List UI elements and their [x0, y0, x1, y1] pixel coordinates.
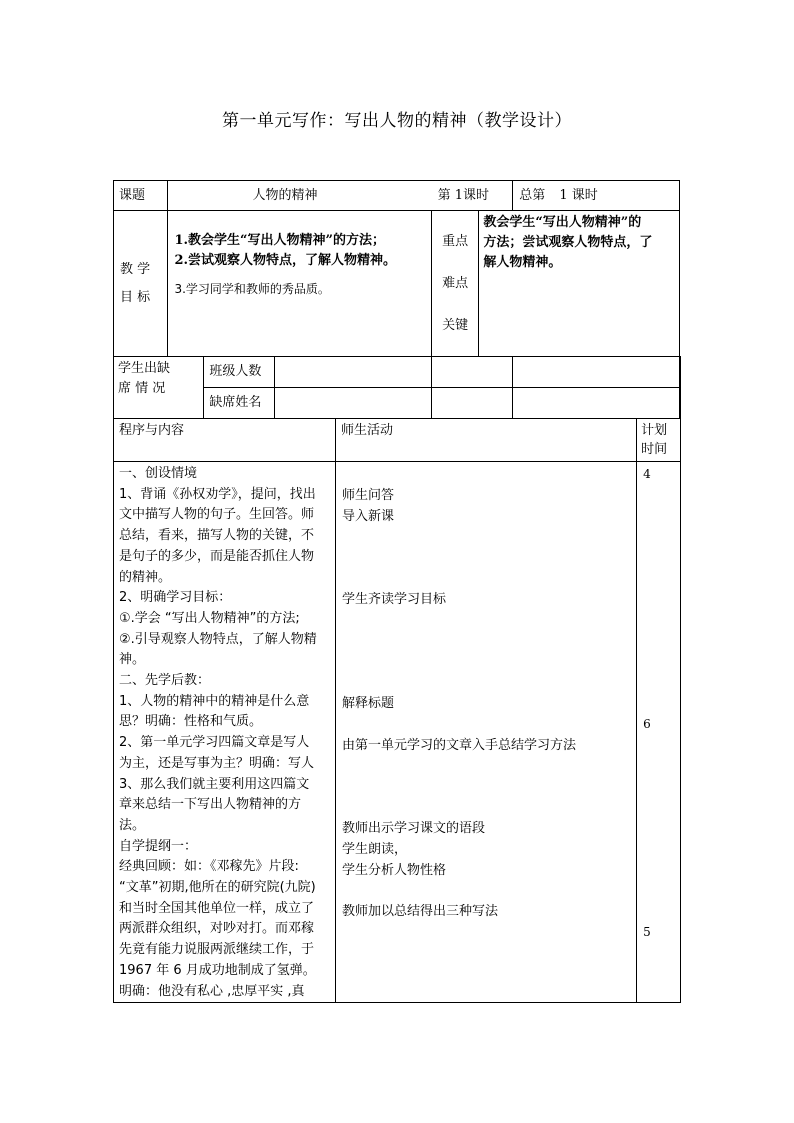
total-value: 1 课时: [559, 187, 598, 203]
objectives-content: [168, 211, 431, 357]
procedure-line: 1、背诵《孙权劝学》，提问，找出: [119, 486, 316, 502]
time-header-line2: 时间: [641, 442, 668, 457]
procedure-line: 章来总结一下写出人物精神的方: [119, 797, 302, 813]
procedure-content: [114, 462, 336, 1003]
key-text-line: 方法；尝试观察人物特点，了: [483, 235, 653, 250]
lesson-info-table: [113, 180, 681, 419]
procedure-line: 是句子的多少，而是能否抓住人物: [119, 548, 315, 564]
procedure-line: 先竟有能力说服两派继续工作，于: [119, 942, 315, 958]
objectives-label-line2: 目 标: [120, 289, 151, 305]
key-label-difficulty: 难点: [442, 275, 469, 291]
procedure-line: ②.引导观察人物特点，了解人物精: [119, 631, 317, 647]
procedure-line: 3、那么我们就主要利用这四篇文: [119, 776, 310, 792]
activity-content: [335, 462, 636, 1003]
attendance-label-line2: 席 情 况: [118, 381, 166, 396]
objectives-label: [114, 211, 168, 357]
session-value: 第 1课时: [437, 187, 490, 203]
class-count-cell: [275, 357, 432, 388]
time-header: [637, 419, 681, 462]
procedure-line: 一、创设情境: [119, 466, 198, 481]
procedure-line: 文中描写人物的句子。生回答。师: [119, 507, 315, 523]
topic-label: 课题: [114, 181, 168, 211]
key-label-emphasis: 重点: [442, 233, 469, 249]
procedure-line: 和当时全国其他单位一样，成立了: [119, 900, 315, 916]
procedure-line: 总结，看来，描写人物的关键，不: [119, 528, 315, 544]
procedure-line: 二、先学后教：: [119, 673, 211, 689]
key-points-label: [431, 211, 478, 357]
activity-header: 师生活动: [335, 419, 636, 462]
activity-text: 师生问答: [341, 488, 394, 503]
procedure-lines: [119, 464, 331, 1002]
time-header-line1: 计划: [641, 423, 668, 438]
attendance-label-line1: 学生出缺: [118, 361, 171, 376]
time-value: 6: [643, 717, 651, 731]
key-points-content: [479, 211, 680, 357]
procedure-line: ①.学会 “写出人物精神”的方法;: [119, 610, 300, 626]
blank-cell: [513, 388, 680, 419]
key-text-line: 解人物精神。: [483, 255, 562, 270]
procedure-line: 1、人物的精神中的精神是什么意: [119, 693, 310, 709]
time-value: 4: [643, 467, 651, 481]
time-value: 5: [643, 925, 651, 939]
procedure-line: 的精神。: [119, 569, 172, 585]
goal-2: 2.尝试观察人物特点，了解人物精神。: [174, 253, 397, 268]
procedure-line: 神。: [119, 652, 146, 668]
time-content: [637, 462, 681, 1003]
goal-1: 1.教会学生“写出人物精神”的方法；: [174, 233, 385, 248]
procedure-line: 1967 年 6 月成功地制成了氢弹。: [119, 962, 316, 978]
procedure-line: 2、第一单元学习四篇文章是写人: [119, 735, 310, 751]
procedure-line: 为主，还是写事为主？明确：写人: [119, 755, 315, 771]
topic-cell: [168, 181, 513, 211]
total-cell: [513, 181, 680, 211]
procedure-header: 程序与内容: [114, 419, 336, 462]
procedure-line: 经典回顾：如：《邓稼先》片段:: [119, 859, 299, 875]
absent-names-cell: [275, 388, 432, 419]
activity-text: 教师出示学习课文的语段: [341, 821, 485, 836]
activity-text: 导入新课: [341, 509, 394, 524]
procedure-line: 自学提纲一：: [119, 838, 198, 854]
key-text-line: 教会学生“写出人物精神”的: [483, 215, 642, 230]
activity-text: 学生齐读学习目标: [341, 592, 446, 607]
activity-text: 教师加以总结得出三种写法: [341, 904, 498, 919]
lesson-plan-table: [113, 418, 681, 1003]
key-label-key: 关键: [442, 317, 469, 333]
blank-cell: [680, 357, 681, 388]
procedure-line: 思？明确：性格和气质。: [119, 714, 263, 730]
activity-text: 学生朗读，: [341, 842, 407, 857]
attendance-label: [114, 357, 204, 419]
page-title: 第一单元写作：写出人物的精神（教学设计）: [222, 111, 572, 131]
procedure-line: “文革”初期,他所在的研究院(九院): [119, 880, 316, 896]
procedure-line: 2、明确学习目标：: [119, 590, 232, 606]
procedure-line: 两派群众组织，对吵对打。而邓稼: [119, 921, 315, 937]
blank-cell: [513, 357, 680, 388]
total-label: 总第: [519, 187, 546, 203]
class-count-label: 班级人数: [204, 357, 275, 388]
blank-cell: [431, 388, 512, 419]
activity-text: 解释标题: [341, 696, 394, 711]
procedure-line: 法。: [119, 817, 146, 833]
activity-text: 由第一单元学习的文章入手总结学习方法: [341, 738, 576, 753]
blank-cell: [680, 388, 681, 419]
procedure-line: 明确：他没有私心 ,忠厚平实 ,真: [119, 983, 305, 999]
goal-3: 3.学习同学和教师的秀品质。: [174, 282, 330, 296]
absent-names-label: 缺席姓名: [204, 388, 275, 419]
topic-value: 人物的精神: [252, 187, 318, 203]
blank-cell: [431, 357, 512, 388]
objectives-label-line1: 教 学: [120, 261, 151, 277]
activity-text: 学生分析人物性格: [341, 863, 446, 878]
